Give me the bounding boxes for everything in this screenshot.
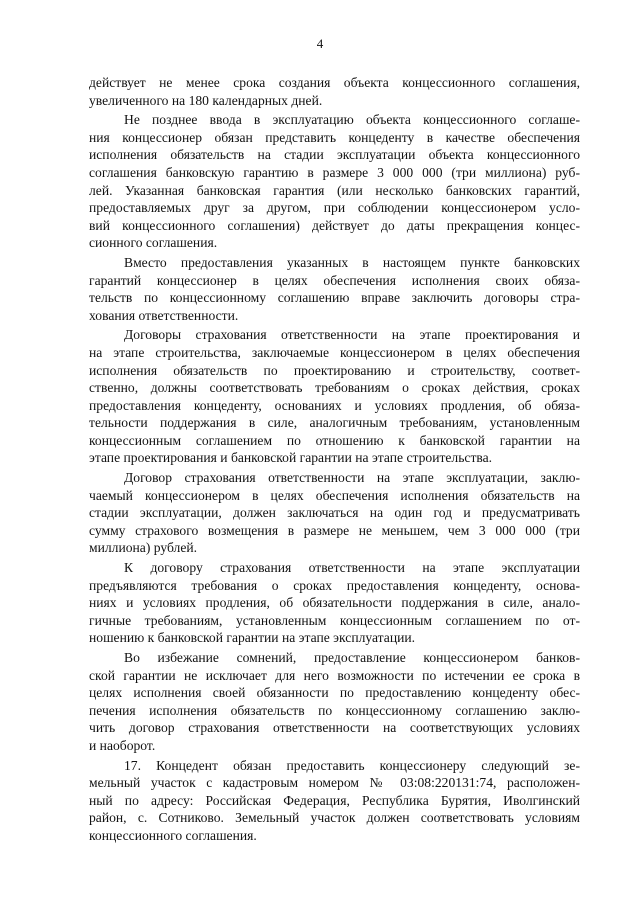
text-line: К договору страхования ответственности на этапе эксплуатации	[124, 560, 580, 576]
paragraph	[89, 74, 580, 109]
text-line: соглашения банковскую гарантию в размере 3 000 000 (три миллиона) руб-	[89, 164, 580, 180]
paragraph	[89, 326, 580, 467]
paragraph	[89, 649, 580, 755]
text-line: ный по адресу: Российская Федерация, Республика Бурятия, Иволгинский	[89, 792, 580, 808]
text-line: район, с. Сотниково. Земельный участок должен соответствовать условиям	[89, 810, 580, 826]
text-line: и наоборот.	[89, 737, 156, 753]
text-line: ственно, должны соответствовать требованиям о сроках действия, сроках	[89, 380, 580, 396]
text-line: тельности поддержания в силе, аналогичным требованиям, установленным	[89, 415, 580, 431]
text-line: вий концессионного соглашения) действует до даты прекращения концес-	[89, 217, 580, 233]
paragraph	[89, 559, 580, 647]
text-line: гарантий концессионер в целях обеспечения исполнения своих обяза-	[89, 272, 580, 288]
text-line: гичные требованиям, установленным концессионным соглашением по от-	[89, 612, 580, 628]
text-line: хования ответственности.	[89, 307, 239, 323]
text-line: исполнения обязательств на стадии эксплуатации объекта концессионного	[89, 147, 580, 163]
text-line: мельный участок с кадастровым номером № 03:08:220131:74, расположен-	[89, 775, 580, 791]
text-line: ния концессионер обязан представить концеденту в качестве обеспечения	[89, 129, 580, 145]
text-line: этапе проектирования и банковской гарантии на этапе строительства.	[89, 450, 493, 466]
text-line: 17. Концедент обязан предоставить концессионеру следующий зе-	[124, 757, 580, 773]
text-line: концессионного соглашения.	[89, 827, 257, 843]
document-body	[89, 74, 580, 847]
text-line: Вместо предоставления указанных в настоящем пункте банковских	[124, 254, 580, 270]
paragraph	[89, 111, 580, 252]
text-line: лей. Указанная банковская гарантия (или несколько банковских гарантий,	[89, 182, 580, 198]
text-line: чаемый концессионером в целях обеспечения исполнения обязательств на	[89, 487, 580, 503]
text-line: Не позднее ввода в эксплуатацию объекта концессионного соглаше-	[124, 112, 580, 128]
text-line: миллиона) рублей.	[89, 540, 198, 556]
text-line: предоставляемых друг за другом, при соблюдении концессионером усло-	[89, 200, 580, 216]
text-line: Договоры страхования ответственности на этапе проектирования и	[124, 327, 580, 343]
text-line: исполнения обязательств по проектированию и строительству, соответ-	[89, 362, 580, 378]
text-line: ниях и условиях продления, об обязательности поддержания в силе, анало-	[89, 595, 580, 611]
text-line: Договор страхования ответственности на этапе эксплуатации, заклю-	[124, 470, 580, 486]
page-number: 4	[316, 36, 324, 51]
text-line: печения исполнения обязательств по концессионному соглашению заклю-	[89, 702, 580, 718]
text-line: сионного соглашения.	[89, 235, 218, 251]
text-line: сумму страхового возмещения в размере не меньшем, чем 3 000 000 (три	[89, 522, 580, 538]
text-line: действует не менее срока создания объекта концессионного соглашения,	[89, 75, 580, 90]
text-line: предъявляются требования о сроках предоставления концеденту, основа-	[89, 577, 580, 593]
text-line: Во избежание сомнений, предоставление концессионером банков-	[124, 650, 580, 665]
text-line: на этапе строительства, заключаемые концессионером в целях обеспечения	[89, 344, 580, 360]
text-line: предоставления концеденту, основаниях и условиях продления, об обяза-	[89, 397, 580, 413]
text-line: ношению к банковской гарантии на этапе эксплуатации.	[89, 630, 416, 646]
paragraph	[89, 254, 580, 324]
text-line: целях исполнения своей обязанности по предоставлению концеденту обес-	[89, 685, 580, 701]
text-line: чить договор страхования ответственности на соответствующих условиях	[89, 720, 580, 736]
text-line: стадии эксплуатации, должен заключаться на один год и предусматривать	[89, 505, 580, 521]
text-line: концессионным соглашением по отношению к банковской гарантии на	[89, 432, 580, 448]
text-line: ской гарантии не исключает для него возможности по истечении ее срока в	[89, 667, 580, 683]
paragraph	[89, 757, 580, 845]
paragraph	[89, 469, 580, 557]
text-line: увеличенного на 180 календарных дней.	[89, 92, 323, 108]
text-line: тельств по концессионному соглашению вправе заключить договоры стра-	[89, 290, 580, 306]
